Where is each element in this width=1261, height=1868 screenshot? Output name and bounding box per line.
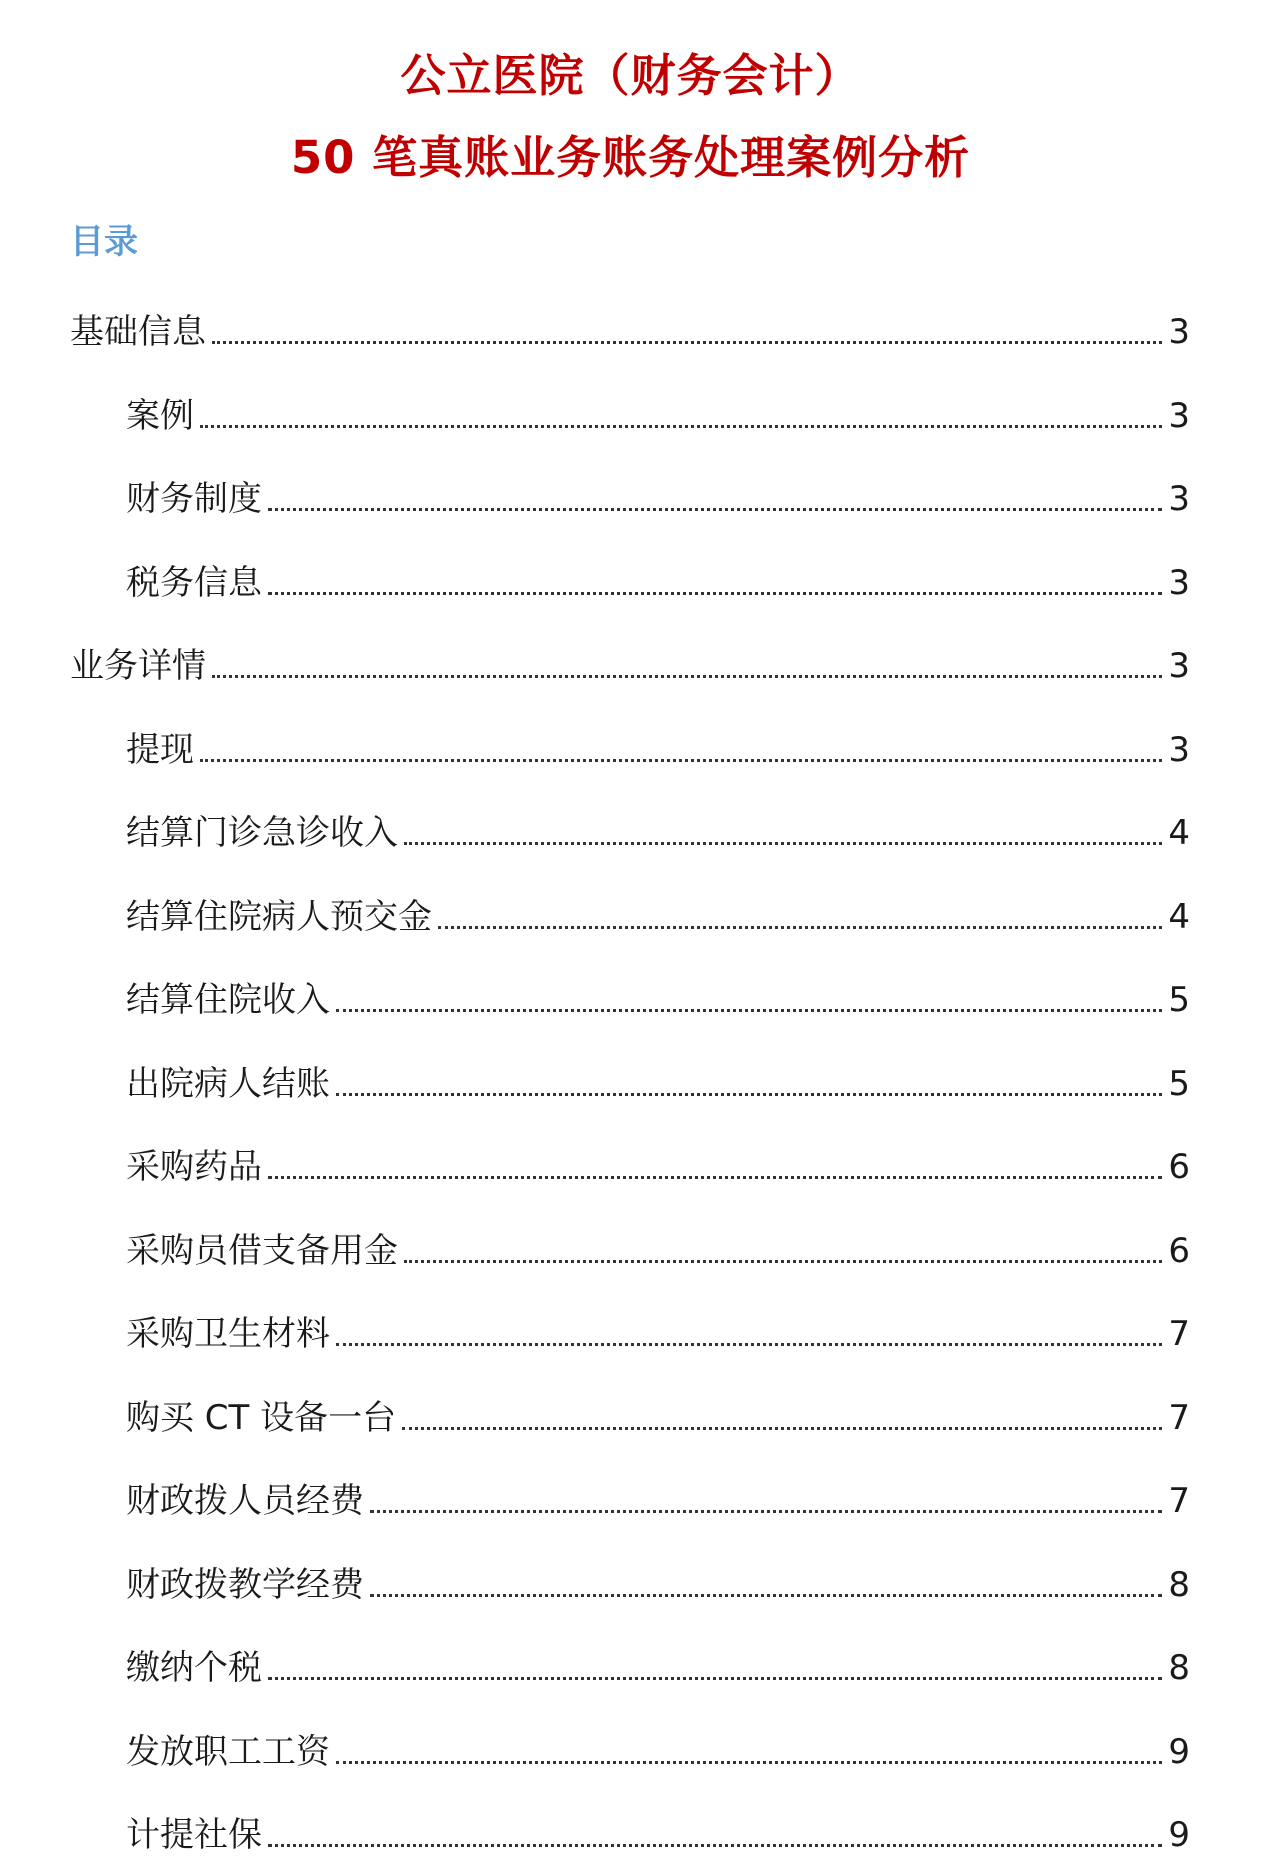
toc-entry[interactable] <box>126 1803 1190 1859</box>
toc-entry-label: 业务详情 <box>70 646 206 686</box>
toc-entry-label: 提现 <box>126 729 194 770</box>
toc-entry[interactable] <box>126 968 1190 1024</box>
toc-entry[interactable] <box>126 885 1190 941</box>
document-title-line-2: 50 笔真账业务账务处理案例分析 <box>290 131 971 184</box>
toc-dot-leader <box>212 675 1162 678</box>
toc-dot-leader <box>200 759 1162 762</box>
toc-entry-page-number: 8 <box>1168 1564 1190 1605</box>
toc-entry-label: 结算住院收入 <box>126 980 330 1020</box>
toc-entry-page-number: 4 <box>1168 896 1190 937</box>
toc-entry-label: 采购员借支备用金 <box>126 1230 398 1271</box>
toc-entry-label: 计提社保 <box>126 1815 262 1855</box>
toc-entry-page-number: 7 <box>1168 1481 1190 1521</box>
toc-dot-leader <box>404 842 1162 845</box>
toc-dot-leader <box>268 592 1162 595</box>
toc-dot-leader <box>268 1176 1162 1179</box>
toc-entry-label: 结算住院病人预交金 <box>126 896 432 937</box>
toc-entry-page-number: 9 <box>1168 1731 1190 1772</box>
toc-entry-page-number: 5 <box>1168 980 1190 1020</box>
toc-entry-page-number: 6 <box>1168 1230 1190 1271</box>
toc-dot-leader <box>370 1510 1162 1513</box>
toc-entry-page-number: 4 <box>1168 813 1190 853</box>
toc-dot-leader <box>212 341 1162 344</box>
toc-entry-label: 基础信息 <box>70 312 206 352</box>
toc-entry-page-number: 3 <box>1168 395 1190 436</box>
toc-entry[interactable] <box>126 1553 1190 1609</box>
toc-entry[interactable] <box>126 718 1190 774</box>
toc-entry-label: 发放职工工资 <box>126 1731 330 1772</box>
toc-entry-page-number: 3 <box>1168 729 1190 770</box>
toc-entry-page-number: 3 <box>1168 646 1190 686</box>
toc-entry[interactable] <box>126 1302 1190 1358</box>
toc-entry-label: 缴纳个税 <box>126 1648 262 1688</box>
toc-dot-leader <box>336 1343 1162 1346</box>
toc-entry[interactable] <box>70 300 1190 356</box>
document-title-line-1: 公立医院（财务会计） <box>400 49 861 102</box>
toc-entry-label: 采购卫生材料 <box>126 1314 330 1354</box>
toc-entry-page-number: 3 <box>1168 312 1190 352</box>
toc-entry-label: 税务信息 <box>126 562 262 603</box>
toc-entry[interactable] <box>126 467 1190 523</box>
toc-entry[interactable] <box>126 1219 1190 1275</box>
toc-entry-page-number: 9 <box>1168 1815 1190 1855</box>
toc-entry-page-number: 7 <box>1168 1314 1190 1354</box>
toc-entry[interactable] <box>126 1636 1190 1692</box>
toc-entry-page-number: 8 <box>1168 1648 1190 1688</box>
toc-entry-page-number: 5 <box>1168 1063 1190 1104</box>
toc-entry[interactable] <box>126 551 1190 607</box>
toc-heading: 目录 <box>70 222 138 262</box>
toc-dot-leader <box>336 1761 1162 1764</box>
toc-dot-leader <box>336 1009 1162 1012</box>
toc-dot-leader <box>404 1260 1162 1263</box>
toc-entry-label: 结算门诊急诊收入 <box>126 813 398 853</box>
toc-entry-page-number: 6 <box>1168 1147 1190 1187</box>
toc-entry[interactable] <box>70 634 1190 690</box>
toc-entry-label: 购买 CT 设备一台 <box>126 1397 397 1438</box>
toc-dot-leader <box>268 1844 1162 1847</box>
toc-entry-label: 财政拨教学经费 <box>126 1564 364 1605</box>
toc-entry-page-number: 3 <box>1168 562 1190 603</box>
toc-entry[interactable] <box>126 1052 1190 1108</box>
toc-entry[interactable] <box>126 1386 1190 1442</box>
toc-entry-page-number: 3 <box>1168 479 1190 519</box>
toc-dot-leader <box>268 1677 1162 1680</box>
toc-entry-page-number: 7 <box>1168 1397 1190 1438</box>
toc-entry-label: 财政拨人员经费 <box>126 1481 364 1521</box>
toc-entry-label: 出院病人结账 <box>126 1063 330 1104</box>
toc-entry-label: 财务制度 <box>126 479 262 519</box>
toc-dot-leader <box>370 1594 1162 1597</box>
toc-dot-leader <box>200 425 1162 428</box>
toc-dot-leader <box>438 926 1162 929</box>
toc-dot-leader <box>268 508 1162 511</box>
toc-dot-leader <box>336 1093 1162 1096</box>
toc-entry[interactable] <box>126 384 1190 440</box>
toc-entry[interactable] <box>126 1720 1190 1776</box>
toc-entry[interactable] <box>126 1469 1190 1525</box>
toc-dot-leader <box>402 1427 1162 1430</box>
toc-entry[interactable] <box>126 801 1190 857</box>
toc-entry-label: 采购药品 <box>126 1147 262 1187</box>
toc-entry[interactable] <box>126 1135 1190 1191</box>
toc-entry-label: 案例 <box>126 395 194 436</box>
